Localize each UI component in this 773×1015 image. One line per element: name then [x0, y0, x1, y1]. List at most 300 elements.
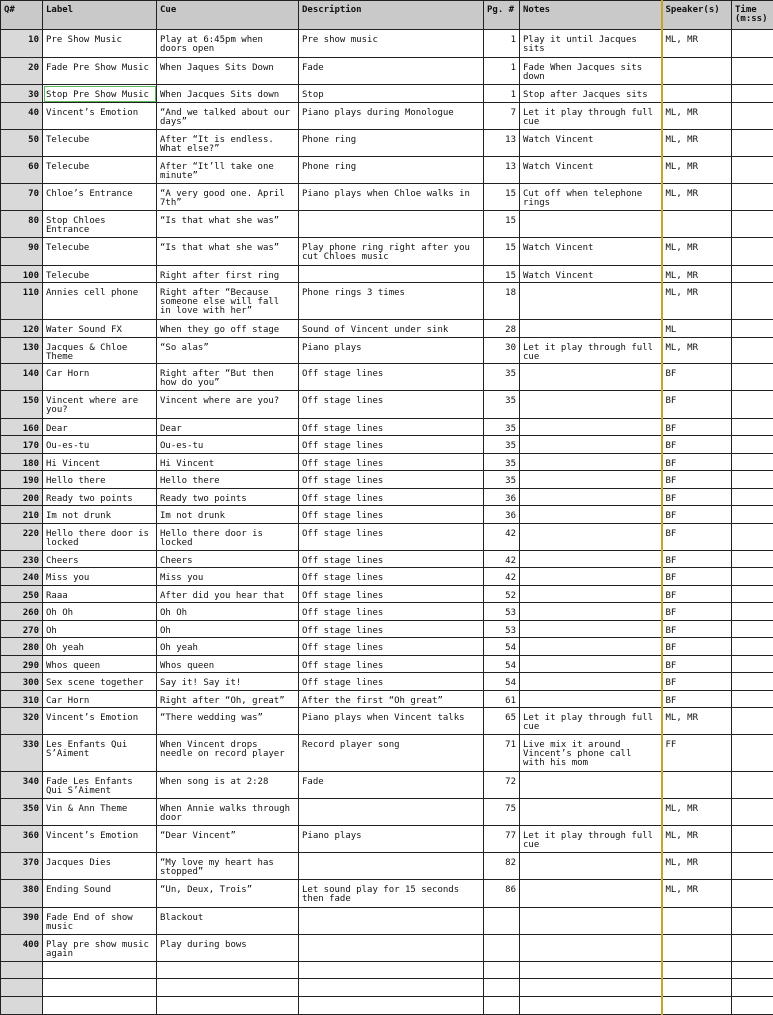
cell-description[interactable]: Off stage lines	[299, 621, 484, 638]
cell-q[interactable]: 210	[1, 506, 43, 524]
cell-description[interactable]: Off stage lines	[299, 454, 484, 471]
cell-speakers[interactable]	[662, 211, 732, 238]
cell-label[interactable]: Play pre show music again	[43, 935, 157, 962]
cell-q[interactable]: 40	[1, 103, 43, 130]
cell-label[interactable]: Jacques Dies	[43, 853, 157, 880]
cell-description[interactable]: Phone rings 3 times	[299, 283, 484, 320]
cell-label[interactable]: Vincent where are you?	[43, 391, 157, 419]
cell-label[interactable]: Fade End of show music	[43, 908, 157, 935]
cell-notes[interactable]	[520, 454, 662, 471]
cell-time[interactable]	[732, 799, 773, 826]
cell-time[interactable]	[732, 130, 773, 157]
cell-notes[interactable]	[520, 419, 662, 436]
cell-page[interactable]: 71	[484, 735, 520, 772]
cell-label[interactable]: Stop Chloes Entrance	[43, 211, 157, 238]
cell-speakers[interactable]	[662, 962, 732, 979]
cell-label[interactable]: Fade Les Enfants Qui S’Aiment	[43, 772, 157, 799]
cell-q[interactable]	[1, 962, 43, 979]
cell-cue[interactable]	[157, 962, 299, 979]
cell-page[interactable]: 54	[484, 673, 520, 691]
cell-notes[interactable]	[520, 979, 662, 997]
cell-q[interactable]: 220	[1, 524, 43, 551]
cell-description[interactable]: Phone ring	[299, 157, 484, 184]
cell-description[interactable]: Off stage lines	[299, 568, 484, 586]
cell-cue[interactable]: “A very good one. April 7th”	[157, 184, 299, 211]
cell-label[interactable]: Chloe’s Entrance	[43, 184, 157, 211]
cell-description[interactable]: Piano plays when Chloe walks in	[299, 184, 484, 211]
cell-q[interactable]: 400	[1, 935, 43, 962]
cell-time[interactable]	[732, 524, 773, 551]
cell-label[interactable]: Ou-es-tu	[43, 436, 157, 454]
cell-q[interactable]: 100	[1, 266, 43, 283]
cell-speakers[interactable]: ML, MR	[662, 826, 732, 853]
cell-notes[interactable]	[520, 962, 662, 979]
cell-notes[interactable]	[520, 997, 662, 1015]
cell-page[interactable]: 35	[484, 419, 520, 436]
cell-label[interactable]	[43, 979, 157, 997]
cell-page[interactable]: 15	[484, 211, 520, 238]
cell-label[interactable]: Whos queen	[43, 656, 157, 673]
cell-description[interactable]: Stop	[299, 85, 484, 103]
cell-notes[interactable]	[520, 489, 662, 506]
cell-speakers[interactable]: BF	[662, 471, 732, 489]
cell-time[interactable]	[732, 979, 773, 997]
cell-label[interactable]: Vin & Ann Theme	[43, 799, 157, 826]
cell-page[interactable]: 35	[484, 364, 520, 391]
cell-q[interactable]: 290	[1, 656, 43, 673]
cell-label[interactable]: Telecube	[43, 157, 157, 184]
cell-time[interactable]	[732, 184, 773, 211]
cell-time[interactable]	[732, 489, 773, 506]
cell-page[interactable]	[484, 962, 520, 979]
cell-page[interactable]: 35	[484, 391, 520, 419]
cell-cue[interactable]	[157, 979, 299, 997]
cell-notes[interactable]	[520, 568, 662, 586]
cell-speakers[interactable]: BF	[662, 656, 732, 673]
cell-cue[interactable]: “Un, Deux, Trois”	[157, 880, 299, 908]
cell-description[interactable]: Off stage lines	[299, 364, 484, 391]
cell-time[interactable]	[732, 364, 773, 391]
cell-page[interactable]: 35	[484, 436, 520, 454]
cell-speakers[interactable]: ML, MR	[662, 30, 732, 58]
cell-cue[interactable]: When song is at 2:28	[157, 772, 299, 799]
cell-speakers[interactable]: FF	[662, 735, 732, 772]
cell-notes[interactable]	[520, 621, 662, 638]
cell-label[interactable]: Vincent’s Emotion	[43, 103, 157, 130]
cell-notes[interactable]	[520, 524, 662, 551]
cell-q[interactable]: 150	[1, 391, 43, 419]
cell-description[interactable]: Off stage lines	[299, 436, 484, 454]
cell-speakers[interactable]: ML, MR	[662, 238, 732, 266]
header-page[interactable]: Pg. #	[484, 1, 520, 30]
cell-label[interactable]: Annies cell phone	[43, 283, 157, 320]
cell-label[interactable]: Pre Show Music	[43, 30, 157, 58]
cell-description[interactable]	[299, 935, 484, 962]
cell-time[interactable]	[732, 568, 773, 586]
cell-cue[interactable]: Ou-es-tu	[157, 436, 299, 454]
cell-cue[interactable]: After did you hear that	[157, 586, 299, 603]
cell-time[interactable]	[732, 338, 773, 364]
cell-cue[interactable]: When Jaques Sits Down	[157, 58, 299, 85]
cell-page[interactable]: 52	[484, 586, 520, 603]
cell-cue[interactable]: Dear	[157, 419, 299, 436]
cell-notes[interactable]	[520, 364, 662, 391]
cell-cue[interactable]: Right after “Oh, great”	[157, 691, 299, 708]
cell-q[interactable]	[1, 997, 43, 1015]
cell-page[interactable]: 72	[484, 772, 520, 799]
cell-page[interactable]: 77	[484, 826, 520, 853]
cell-page[interactable]	[484, 979, 520, 997]
cell-notes[interactable]: Watch Vincent	[520, 130, 662, 157]
cell-notes[interactable]	[520, 908, 662, 935]
cell-page[interactable]: 61	[484, 691, 520, 708]
cell-notes[interactable]	[520, 211, 662, 238]
cell-cue[interactable]: Right after “But then how do you”	[157, 364, 299, 391]
cell-speakers[interactable]: BF	[662, 551, 732, 568]
cell-cue[interactable]: Ready two points	[157, 489, 299, 506]
cell-time[interactable]	[732, 30, 773, 58]
cell-q[interactable]: 360	[1, 826, 43, 853]
header-label[interactable]: Label	[43, 1, 157, 30]
cell-page[interactable]: 1	[484, 58, 520, 85]
cell-time[interactable]	[732, 391, 773, 419]
cell-description[interactable]	[299, 853, 484, 880]
cell-label[interactable]: Hello there	[43, 471, 157, 489]
cell-time[interactable]	[732, 85, 773, 103]
cell-q[interactable]: 280	[1, 638, 43, 656]
cell-q[interactable]: 340	[1, 772, 43, 799]
cell-description[interactable]: Off stage lines	[299, 638, 484, 656]
cell-notes[interactable]	[520, 283, 662, 320]
cell-q[interactable]: 160	[1, 419, 43, 436]
cell-cue[interactable]: Oh	[157, 621, 299, 638]
cell-page[interactable]: 86	[484, 880, 520, 908]
cell-label[interactable]: Telecube	[43, 238, 157, 266]
cell-description[interactable]	[299, 211, 484, 238]
cell-q[interactable]: 370	[1, 853, 43, 880]
cell-description[interactable]: Let sound play for 15 seconds then fade	[299, 880, 484, 908]
cell-label[interactable]: Im not drunk	[43, 506, 157, 524]
cell-description[interactable]: Off stage lines	[299, 551, 484, 568]
cell-label[interactable]: Cheers	[43, 551, 157, 568]
cell-page[interactable]: 28	[484, 320, 520, 338]
cell-label[interactable]: Stop Pre Show Music	[43, 85, 157, 103]
cell-speakers[interactable]: BF	[662, 691, 732, 708]
cell-page[interactable]: 42	[484, 524, 520, 551]
cell-page[interactable]: 36	[484, 506, 520, 524]
cell-time[interactable]	[732, 997, 773, 1015]
cell-notes[interactable]	[520, 471, 662, 489]
cell-page[interactable]: 1	[484, 30, 520, 58]
cell-cue[interactable]: “Is that what she was”	[157, 238, 299, 266]
cell-description[interactable]: Sound of Vincent under sink	[299, 320, 484, 338]
cell-speakers[interactable]	[662, 935, 732, 962]
cell-page[interactable]: 35	[484, 454, 520, 471]
cell-page[interactable]: 18	[484, 283, 520, 320]
cell-cue[interactable]: Right after “Because someone else will fall in love with her”	[157, 283, 299, 320]
cell-notes[interactable]: Watch Vincent	[520, 238, 662, 266]
cell-page[interactable]: 42	[484, 568, 520, 586]
cell-notes[interactable]	[520, 320, 662, 338]
cell-label[interactable]: Jacques & Chloe Theme	[43, 338, 157, 364]
cell-label[interactable]: Vincent’s Emotion	[43, 826, 157, 853]
cell-cue[interactable]: Hello there	[157, 471, 299, 489]
cell-cue[interactable]: When Vincent drops needle on record player	[157, 735, 299, 772]
cell-time[interactable]	[732, 471, 773, 489]
cell-notes[interactable]: Let it play through full cue	[520, 338, 662, 364]
cell-q[interactable]: 230	[1, 551, 43, 568]
header-q[interactable]: Q#	[1, 1, 43, 30]
cell-q[interactable]: 20	[1, 58, 43, 85]
cell-time[interactable]	[732, 735, 773, 772]
cell-cue[interactable]: Right after first ring	[157, 266, 299, 283]
cell-notes[interactable]	[520, 391, 662, 419]
cell-label[interactable]: Water Sound FX	[43, 320, 157, 338]
cell-time[interactable]	[732, 853, 773, 880]
cell-notes[interactable]: Live mix it around Vincent’s phone call with his mom	[520, 735, 662, 772]
cell-description[interactable]	[299, 266, 484, 283]
cell-page[interactable]: 42	[484, 551, 520, 568]
cell-description[interactable]: Pre show music	[299, 30, 484, 58]
cell-q[interactable]: 300	[1, 673, 43, 691]
cell-time[interactable]	[732, 908, 773, 935]
cell-notes[interactable]: Watch Vincent	[520, 266, 662, 283]
cell-q[interactable]: 50	[1, 130, 43, 157]
cell-notes[interactable]: Fade When Jacques sits down	[520, 58, 662, 85]
cell-page[interactable]: 15	[484, 238, 520, 266]
header-notes[interactable]: Notes	[520, 1, 662, 30]
cell-description[interactable]	[299, 979, 484, 997]
cell-cue[interactable]: When they go off stage	[157, 320, 299, 338]
cell-speakers[interactable]: ML, MR	[662, 880, 732, 908]
cell-cue[interactable]: “And we talked about our days”	[157, 103, 299, 130]
cell-time[interactable]	[732, 157, 773, 184]
cell-q[interactable]: 140	[1, 364, 43, 391]
cell-speakers[interactable]	[662, 908, 732, 935]
cell-speakers[interactable]	[662, 85, 732, 103]
cell-page[interactable]: 13	[484, 130, 520, 157]
cell-cue[interactable]: Play during bows	[157, 935, 299, 962]
cell-time[interactable]	[732, 454, 773, 471]
cell-description[interactable]: Fade	[299, 58, 484, 85]
cell-speakers[interactable]: ML, MR	[662, 130, 732, 157]
cell-description[interactable]	[299, 799, 484, 826]
cell-q[interactable]: 80	[1, 211, 43, 238]
cell-label[interactable]: Vincent’s Emotion	[43, 708, 157, 735]
cell-speakers[interactable]: ML, MR	[662, 708, 732, 735]
cell-q[interactable]: 60	[1, 157, 43, 184]
cell-description[interactable]: Record player song	[299, 735, 484, 772]
cell-q[interactable]: 120	[1, 320, 43, 338]
cell-description[interactable]: Phone ring	[299, 130, 484, 157]
cell-page[interactable]: 1	[484, 85, 520, 103]
cell-description[interactable]: Off stage lines	[299, 471, 484, 489]
cell-q[interactable]: 330	[1, 735, 43, 772]
cell-page[interactable]: 15	[484, 184, 520, 211]
cell-label[interactable]: Sex scene together	[43, 673, 157, 691]
cell-speakers[interactable]: BF	[662, 489, 732, 506]
cell-cue[interactable]: When Annie walks through door	[157, 799, 299, 826]
cell-notes[interactable]: Watch Vincent	[520, 157, 662, 184]
cell-description[interactable]	[299, 962, 484, 979]
cell-speakers[interactable]: BF	[662, 621, 732, 638]
cell-q[interactable]: 240	[1, 568, 43, 586]
cell-q[interactable]: 30	[1, 85, 43, 103]
cell-speakers[interactable]: ML, MR	[662, 157, 732, 184]
cell-q[interactable]: 10	[1, 30, 43, 58]
cell-q[interactable]	[1, 979, 43, 997]
cell-q[interactable]: 180	[1, 454, 43, 471]
cell-q[interactable]: 320	[1, 708, 43, 735]
cell-time[interactable]	[732, 691, 773, 708]
cell-notes[interactable]	[520, 935, 662, 962]
cell-cue[interactable]: “So alas”	[157, 338, 299, 364]
cell-description[interactable]: Off stage lines	[299, 419, 484, 436]
cell-cue[interactable]: “There wedding was”	[157, 708, 299, 735]
cell-q[interactable]: 200	[1, 489, 43, 506]
cell-notes[interactable]	[520, 799, 662, 826]
header-speakers[interactable]: Speaker(s)	[662, 1, 732, 30]
cell-label[interactable]: Miss you	[43, 568, 157, 586]
cell-notes[interactable]: Let it play through full cue	[520, 826, 662, 853]
cell-speakers[interactable]: BF	[662, 391, 732, 419]
cell-page[interactable]: 36	[484, 489, 520, 506]
cell-time[interactable]	[732, 638, 773, 656]
cell-cue[interactable]: Hello there door is locked	[157, 524, 299, 551]
cell-cue[interactable]: Im not drunk	[157, 506, 299, 524]
cell-page[interactable]: 30	[484, 338, 520, 364]
cell-label[interactable]: Car Horn	[43, 364, 157, 391]
cell-description[interactable]: Piano plays when Vincent talks	[299, 708, 484, 735]
cell-page[interactable]: 54	[484, 638, 520, 656]
cell-page[interactable]	[484, 997, 520, 1015]
cell-cue[interactable]: When Jacques Sits down	[157, 85, 299, 103]
cell-description[interactable]: Piano plays during Monologue	[299, 103, 484, 130]
cell-speakers[interactable]	[662, 997, 732, 1015]
cell-label[interactable]: Car Horn	[43, 691, 157, 708]
cell-time[interactable]	[732, 551, 773, 568]
cell-speakers[interactable]: ML, MR	[662, 283, 732, 320]
cell-time[interactable]	[732, 603, 773, 621]
cell-description[interactable]: After the first “Oh great”	[299, 691, 484, 708]
cell-speakers[interactable]	[662, 772, 732, 799]
cell-label[interactable]: Oh yeah	[43, 638, 157, 656]
cell-notes[interactable]	[520, 673, 662, 691]
cell-speakers[interactable]: BF	[662, 419, 732, 436]
cell-q[interactable]: 310	[1, 691, 43, 708]
cell-label[interactable]: Ready two points	[43, 489, 157, 506]
cell-time[interactable]	[732, 419, 773, 436]
cell-page[interactable]: 35	[484, 471, 520, 489]
cell-time[interactable]	[732, 656, 773, 673]
cell-speakers[interactable]: ML, MR	[662, 103, 732, 130]
cell-q[interactable]: 250	[1, 586, 43, 603]
cell-cue[interactable]: Play at 6:45pm when doors open	[157, 30, 299, 58]
cell-time[interactable]	[732, 238, 773, 266]
cell-q[interactable]: 130	[1, 338, 43, 364]
cell-description[interactable]: Piano plays	[299, 338, 484, 364]
cell-speakers[interactable]: BF	[662, 506, 732, 524]
cell-speakers[interactable]: ML, MR	[662, 853, 732, 880]
cell-time[interactable]	[732, 436, 773, 454]
cell-cue[interactable]: “My love my heart has stopped”	[157, 853, 299, 880]
cell-page[interactable]: 75	[484, 799, 520, 826]
cell-page[interactable]: 82	[484, 853, 520, 880]
cell-speakers[interactable]: ML	[662, 320, 732, 338]
cell-notes[interactable]	[520, 506, 662, 524]
header-time[interactable]: Time (m:ss)	[732, 1, 773, 30]
cell-cue[interactable]	[157, 997, 299, 1015]
cell-speakers[interactable]: BF	[662, 524, 732, 551]
cell-q[interactable]: 350	[1, 799, 43, 826]
cell-time[interactable]	[732, 58, 773, 85]
cell-notes[interactable]: Let it play through full cue	[520, 103, 662, 130]
cell-label[interactable]: Les Enfants Qui S’Aiment	[43, 735, 157, 772]
cell-q[interactable]: 260	[1, 603, 43, 621]
cell-label[interactable]: Hi Vincent	[43, 454, 157, 471]
cell-cue[interactable]: Cheers	[157, 551, 299, 568]
cell-time[interactable]	[732, 283, 773, 320]
cell-page[interactable]	[484, 935, 520, 962]
cell-description[interactable]: Off stage lines	[299, 656, 484, 673]
cell-cue[interactable]: After “It is endless. What else?”	[157, 130, 299, 157]
cell-page[interactable]: 15	[484, 266, 520, 283]
cell-cue[interactable]: Hi Vincent	[157, 454, 299, 471]
cell-time[interactable]	[732, 320, 773, 338]
cell-label[interactable]: Dear	[43, 419, 157, 436]
cell-label[interactable]: Hello there door is locked	[43, 524, 157, 551]
header-cue[interactable]: Cue	[157, 1, 299, 30]
cell-notes[interactable]	[520, 691, 662, 708]
cell-cue[interactable]: Oh yeah	[157, 638, 299, 656]
cell-page[interactable]: 65	[484, 708, 520, 735]
cell-label[interactable]: Telecube	[43, 266, 157, 283]
cell-notes[interactable]	[520, 772, 662, 799]
cell-cue[interactable]: Blackout	[157, 908, 299, 935]
cell-description[interactable]: Off stage lines	[299, 586, 484, 603]
cell-time[interactable]	[732, 103, 773, 130]
cell-time[interactable]	[732, 266, 773, 283]
cell-description[interactable]: Fade	[299, 772, 484, 799]
cell-description[interactable]: Play phone ring right after you cut Chloes music	[299, 238, 484, 266]
cell-description[interactable]: Off stage lines	[299, 391, 484, 419]
cell-label[interactable]: Raaa	[43, 586, 157, 603]
cell-speakers[interactable]: BF	[662, 638, 732, 656]
cell-label[interactable]: Fade Pre Show Music	[43, 58, 157, 85]
cell-speakers[interactable]: ML, MR	[662, 266, 732, 283]
cell-speakers[interactable]: ML, MR	[662, 184, 732, 211]
cell-time[interactable]	[732, 673, 773, 691]
cell-time[interactable]	[732, 708, 773, 735]
cell-speakers[interactable]: BF	[662, 673, 732, 691]
cell-description[interactable]	[299, 908, 484, 935]
cell-speakers[interactable]: BF	[662, 603, 732, 621]
cell-cue[interactable]: Whos queen	[157, 656, 299, 673]
cell-notes[interactable]: Cut off when telephone rings	[520, 184, 662, 211]
cell-q[interactable]: 90	[1, 238, 43, 266]
cell-q[interactable]: 70	[1, 184, 43, 211]
cell-speakers[interactable]: ML, MR	[662, 799, 732, 826]
cell-speakers[interactable]: BF	[662, 568, 732, 586]
cell-time[interactable]	[732, 211, 773, 238]
cell-cue[interactable]: “Is that what she was”	[157, 211, 299, 238]
cell-description[interactable]: Off stage lines	[299, 603, 484, 621]
cell-speakers[interactable]: BF	[662, 586, 732, 603]
cell-q[interactable]: 380	[1, 880, 43, 908]
cell-time[interactable]	[732, 962, 773, 979]
cell-speakers[interactable]: BF	[662, 454, 732, 471]
cell-cue[interactable]: After “It’ll take one minute”	[157, 157, 299, 184]
